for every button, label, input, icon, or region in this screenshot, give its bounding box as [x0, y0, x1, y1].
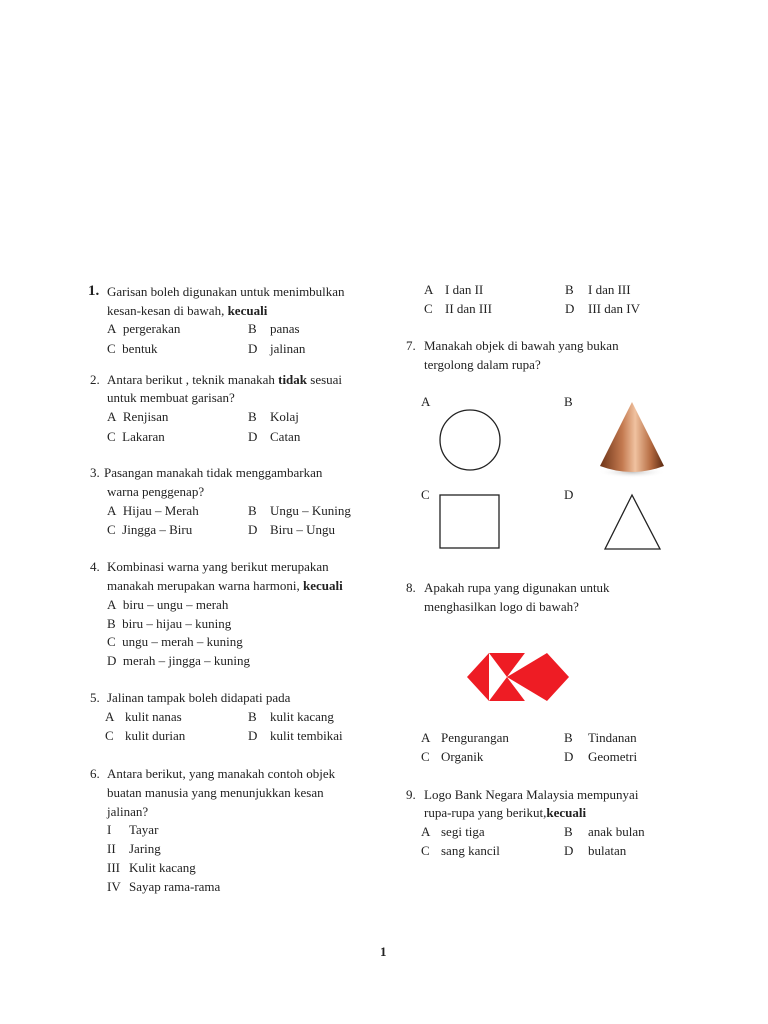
question-4-number: 4.	[90, 559, 100, 574]
question-8-number: 8.	[406, 580, 416, 595]
q2-option-d[interactable]: D	[248, 429, 258, 444]
q9-option-a[interactable]: A	[421, 824, 431, 839]
question-2-number: 2.	[90, 372, 100, 387]
question-6-number: 6.	[90, 766, 100, 781]
q8-option-b-text: Tindanan	[588, 730, 637, 745]
circle-shape	[438, 408, 502, 472]
q9-option-c-text: sang kancil	[441, 843, 500, 858]
question-9-text-line2: rupa-rupa yang berikut,kecuali	[424, 805, 587, 820]
q6-option-b[interactable]: B	[565, 282, 574, 297]
question-5-text-line1: Jalinan tampak boleh didapati pada	[107, 690, 291, 705]
question-5-number: 5.	[90, 690, 100, 705]
q3-option-d[interactable]: D	[248, 522, 258, 537]
cone-shape	[598, 402, 670, 480]
q6-option-d-text: III dan IV	[588, 301, 640, 316]
q6-item-i-numeral: I	[107, 822, 112, 837]
question-4-text-line2: manakah merupakan warna harmoni, kecuali	[107, 578, 343, 593]
question-2-text-line2: untuk membuat garisan?	[107, 390, 235, 405]
q5-option-c-text: kulit durian	[125, 728, 186, 743]
q9-option-c[interactable]: C	[421, 843, 430, 858]
q3-option-b-text: Ungu – Kuning	[270, 503, 351, 518]
q7-option-c[interactable]: C	[421, 487, 430, 502]
q5-option-c[interactable]: C	[105, 728, 114, 743]
q8-option-a-text: Pengurangan	[441, 730, 509, 745]
q5-option-a[interactable]: A	[105, 709, 115, 724]
q8-option-c-text: Organik	[441, 749, 484, 764]
square-shape	[439, 494, 501, 550]
q9-option-d[interactable]: D	[564, 843, 574, 858]
question-7-text-line2: tergolong dalam rupa?	[424, 357, 541, 372]
q8-option-d-text: Geometri	[588, 749, 638, 764]
q4-option-b[interactable]: B biru – hijau – kuning	[107, 616, 232, 631]
q1-option-a[interactable]: A pergerakan	[107, 321, 181, 336]
q6-option-b-text: I dan III	[588, 282, 631, 297]
question-1-text-line2: kesan-kesan di bawah, kecuali	[107, 303, 268, 318]
q9-option-b[interactable]: B	[564, 824, 573, 839]
q6-item-ii-text: Jaring	[129, 841, 161, 856]
q5-option-b-text: kulit kacang	[270, 709, 334, 724]
q7-option-d[interactable]: D	[564, 487, 574, 502]
question-8-text-line1: Apakah rupa yang digunakan untuk	[424, 580, 610, 595]
question-4-text-line1: Kombinasi warna yang berikut merupakan	[107, 559, 329, 574]
q1-option-b[interactable]: B	[248, 321, 257, 336]
page-number: 1	[380, 944, 387, 959]
q5-option-d[interactable]: D	[248, 728, 258, 743]
question-3-number: 3.	[90, 465, 100, 480]
q3-option-a[interactable]: A Hijau – Merah	[107, 503, 199, 518]
q2-option-a[interactable]: A Renjisan	[107, 409, 169, 424]
q3-option-c[interactable]: C Jingga – Biru	[107, 522, 193, 537]
q2-option-b-text: Kolaj	[270, 409, 299, 424]
q1-option-c[interactable]: C bentuk	[107, 341, 158, 356]
q4-option-d[interactable]: D merah – jingga – kuning	[107, 653, 250, 668]
q8-option-c[interactable]: C	[421, 749, 430, 764]
question-6-text-line2: buatan manusia yang menunjukkan kesan	[107, 785, 324, 800]
q1-option-d-text: jalinan	[270, 341, 306, 356]
q8-option-a[interactable]: A	[421, 730, 431, 745]
q6-option-c-text: II dan III	[445, 301, 492, 316]
triangle-shape	[603, 493, 663, 551]
q6-option-a-text: I dan II	[445, 282, 484, 297]
q7-option-b[interactable]: B	[564, 394, 573, 409]
hexagon-logo	[455, 625, 585, 729]
question-1-text-line1: Garisan boleh digunakan untuk menimbulkan	[107, 284, 345, 299]
q6-item-iii-numeral: III	[107, 860, 120, 875]
question-9-text-line1: Logo Bank Negara Malaysia mempunyai	[424, 787, 639, 802]
q8-option-b[interactable]: B	[564, 730, 573, 745]
question-6-text-line3: jalinan?	[107, 804, 149, 819]
question-3-text-line2: warna penggenap?	[107, 484, 205, 499]
q6-option-c[interactable]: C	[424, 301, 433, 316]
question-2-text-line1: Antara berikut , teknik manakah tidak sesuai	[107, 372, 343, 387]
question-9-number: 9.	[406, 787, 416, 802]
q6-item-ii-numeral: II	[107, 841, 116, 856]
q6-item-iv-text: Sayap rama-rama	[129, 879, 221, 894]
q4-option-a[interactable]: A biru – ungu – merah	[107, 597, 229, 612]
q5-option-d-text: kulit tembikai	[270, 728, 343, 743]
question-7-text-line1: Manakah objek di bawah yang bukan	[424, 338, 619, 353]
q4-option-c[interactable]: C ungu – merah – kuning	[107, 634, 243, 649]
q3-option-b[interactable]: B	[248, 503, 257, 518]
q6-item-iv-numeral: IV	[107, 879, 121, 894]
q9-option-d-text: bulatan	[588, 843, 627, 858]
q6-item-i-text: Tayar	[129, 822, 159, 837]
q1-option-b-text: panas	[270, 321, 300, 336]
q2-option-d-text: Catan	[270, 429, 301, 444]
question-7-number: 7.	[406, 338, 416, 353]
q1-option-d[interactable]: D	[248, 341, 258, 356]
q7-option-a[interactable]: A	[421, 394, 431, 409]
q3-option-d-text: Biru – Ungu	[270, 522, 335, 537]
q5-option-a-text: kulit nanas	[125, 709, 182, 724]
question-6-text-line1: Antara berikut, yang manakah contoh objek	[107, 766, 336, 781]
q9-option-b-text: anak bulan	[588, 824, 645, 839]
q8-option-d[interactable]: D	[564, 749, 574, 764]
q6-option-d[interactable]: D	[565, 301, 575, 316]
q5-option-b[interactable]: B	[248, 709, 257, 724]
question-8-text-line2: menghasilkan logo di bawah?	[424, 599, 579, 614]
q6-option-a[interactable]: A	[424, 282, 434, 297]
question-1-number: 1.	[88, 283, 100, 299]
q6-item-iii-text: Kulit kacang	[129, 860, 196, 875]
q2-option-b[interactable]: B	[248, 409, 257, 424]
question-3-text-line1: Pasangan manakah tidak menggambarkan	[104, 465, 323, 480]
q9-option-a-text: segi tiga	[441, 824, 485, 839]
q2-option-c[interactable]: C Lakaran	[107, 429, 165, 444]
